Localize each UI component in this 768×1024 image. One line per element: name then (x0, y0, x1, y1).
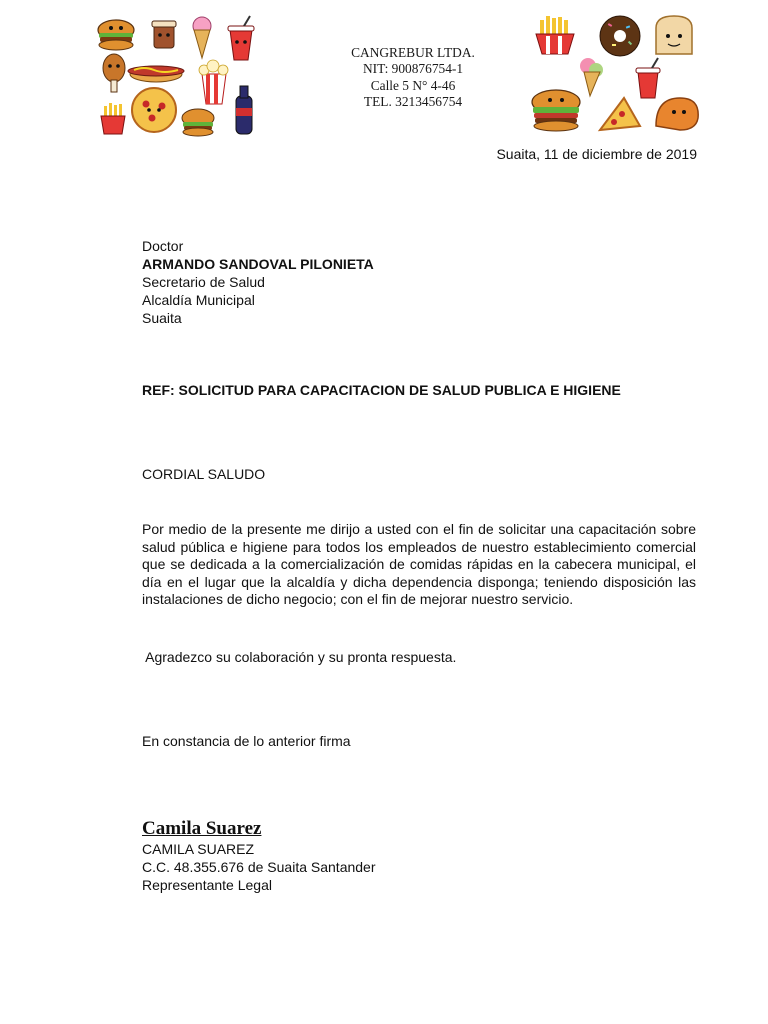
handwritten-signature: Camila Suarez (142, 818, 262, 839)
fast-food-clipart-right (528, 14, 704, 134)
chicken-leg-icon (103, 54, 125, 92)
thanks-line: Agradezco su colaboración y su pronta respuesta. (142, 649, 457, 665)
company-phone: TEL. 3213456754 (363, 93, 463, 109)
french-fries-icon (536, 16, 574, 54)
popcorn-icon (199, 60, 228, 104)
company-name: CANGREBUR LTDA. (351, 45, 475, 60)
company-info (300, 45, 526, 110)
hotdog-icon (128, 66, 184, 82)
hamburger-icon (98, 20, 134, 50)
signer-id: C.C. 48.355.676 de Suaita Santander (142, 859, 376, 875)
signature-block (142, 818, 376, 894)
addressee-office: Alcaldía Municipal (142, 292, 255, 308)
body-paragraph: Por medio de la presente me dirijo a usted con el fin de solicitar una capacitación sobre salud pública e higiene para todos los empleados de nuestro establecimiento comercial que se dedicada a la comercialización de comidas rápidas en la cabecera municipal, el día en el lugar que la alcaldía y dicha dependencia disponga; teniendo disposición las instalaciones de dicho negocio; con el fin de mejorar nuestro servicio. (142, 521, 696, 608)
letter-date: Suaita, 11 de diciembre de 2019 (496, 146, 697, 162)
french-fries-icon (101, 103, 125, 134)
donut-icon (600, 16, 640, 56)
signer-role: Representante Legal (142, 877, 272, 893)
toast-icon (656, 16, 692, 54)
company-nit: NIT: 900876754-1 (362, 61, 464, 77)
taco-icon (656, 98, 698, 130)
soda-cup-icon (228, 16, 254, 60)
ice-cream-icon (580, 58, 603, 96)
fast-food-clipart-left (94, 14, 264, 138)
addressee-block (142, 237, 374, 327)
soda-bottle-icon (236, 86, 252, 134)
coffee-cup-icon (152, 21, 176, 48)
soda-cup-icon (636, 58, 660, 98)
burger-icon (182, 109, 214, 136)
addressee-position: Secretario de Salud (142, 274, 265, 290)
hamburger-icon (532, 90, 580, 131)
company-address: Calle 5 N° 4-46 (370, 77, 456, 93)
addressee-city: Suaita (142, 310, 182, 326)
addressee-title: Doctor (142, 238, 184, 254)
greeting: CORDIAL SALUDO (142, 466, 266, 482)
ice-cream-icon (193, 17, 211, 58)
addressee-name: ARMANDO SANDOVAL PILONIETA (142, 256, 374, 272)
pizza-slice-icon (600, 98, 640, 130)
pizza-icon (132, 88, 176, 132)
closing-line: En constancia de lo anterior firma (142, 733, 351, 749)
signer-name: CAMILA SUAREZ (142, 841, 255, 857)
reference-line: REF: SOLICITUD PARA CAPACITACION DE SALUD PUBLICA E HIGIENE (142, 382, 621, 398)
